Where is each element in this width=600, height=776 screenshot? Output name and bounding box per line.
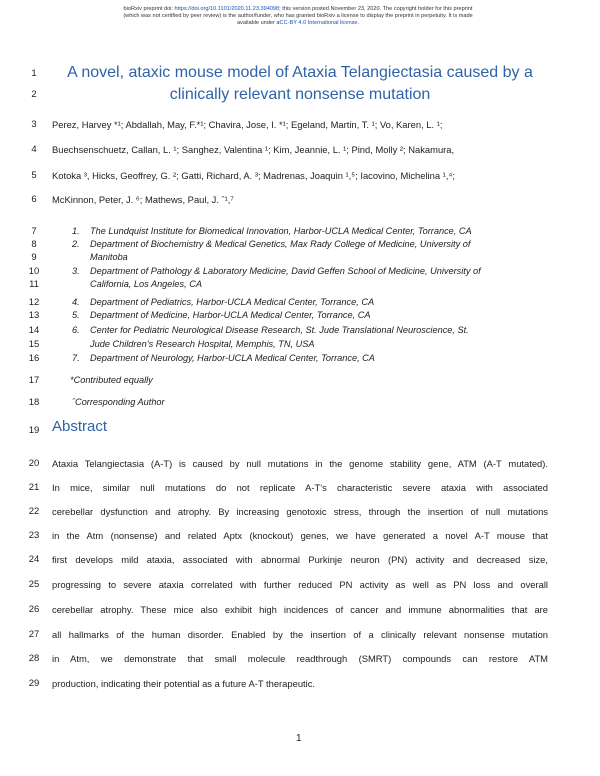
line-number: 19 <box>28 425 40 436</box>
preprint-line1-suffix: ; this version posted November 23, 2020. The copyright holder for this preprint <box>279 6 473 12</box>
line-number: 4 <box>31 144 37 155</box>
preprint-line2: (which was not certified by peer review) is the author/funder, who has granted bioRxiv a license to display the preprint in perpetuity. It is made <box>123 13 473 19</box>
line-number: 5 <box>31 170 37 181</box>
affiliation-number: 5. <box>72 310 80 320</box>
line-number: 10 <box>28 266 40 277</box>
line-number: 15 <box>28 339 40 350</box>
affiliation-text: Department of Medicine, Harbor-UCLA Medical Center, Torrance, CA <box>90 310 371 320</box>
line-number: 9 <box>31 252 37 263</box>
affiliation-number: 4. <box>72 297 80 307</box>
line-number: 17 <box>28 375 40 386</box>
abstract-heading: Abstract <box>52 418 108 435</box>
affiliation-number: 7. <box>72 353 80 363</box>
abstract-line: In mice, similar null mutations do not replicate A-T’s characteristic severe ataxia with associated <box>52 482 548 493</box>
affiliation-number: 1. <box>72 226 80 236</box>
line-number: 18 <box>28 397 40 408</box>
line-number: 26 <box>28 604 40 615</box>
corresponding-note: ˆCorresponding Author <box>72 397 165 407</box>
line-number: 1 <box>31 68 37 79</box>
page-number: 1 <box>296 733 302 744</box>
preprint-line1-prefix: bioRxiv preprint doi: <box>123 6 175 12</box>
line-number: 27 <box>28 629 40 640</box>
line-number: 25 <box>28 579 40 590</box>
contributed-note: *Contributed equally <box>70 375 153 385</box>
abstract-line: Ataxia Telangiectasia (A-T) is caused by null mutations in the genome stability gene, ATM (A-T mutated). <box>52 458 548 469</box>
affiliation-text: Center for Pediatric Neurological Disease Research, St. Jude Translational Neuroscience, St. <box>90 325 469 335</box>
preprint-line3-suffix: . <box>357 20 360 26</box>
line-number: 3 <box>31 119 37 130</box>
line-number: 7 <box>31 226 37 237</box>
line-number: 22 <box>28 506 40 517</box>
line-number: 29 <box>28 678 40 689</box>
preprint-line3-prefix: available under a <box>236 20 280 26</box>
author-line: Buechsenschuetz, Callan, L. ¹; Sanghez, Valentina ¹; Kim, Jeannie, L. ¹; Pind, Molly ²; Nakamura, <box>52 144 455 155</box>
line-number: 16 <box>28 353 40 364</box>
line-number: 6 <box>31 194 37 205</box>
affiliation-number: 6. <box>72 325 80 335</box>
abstract-line: production, indicating their potential as a future A-T therapeutic. <box>52 678 316 689</box>
line-number: 28 <box>28 653 40 664</box>
abstract-line: in the Atm (nonsense) and related Aptx (knockout) genes, we have generated a novel A-T mouse that <box>52 530 548 541</box>
author-line: McKinnon, Peter, J. ⁶; Mathews, Paul, J. ˆ¹,⁷ <box>52 194 234 205</box>
line-number: 14 <box>28 325 40 336</box>
abstract-line: first develops mild ataxia, associated with abnormal Purkinje neuron (PN) activity and decreased size, <box>52 554 548 565</box>
abstract-line: all hallmarks of the human disorder. Enabled by the insertion of a clinically relevant nonsense mutation <box>52 629 548 640</box>
line-number: 12 <box>28 297 40 308</box>
affiliation-text: California, Los Angeles, CA <box>90 279 203 289</box>
affiliation-text: Jude Children’s Research Hospital, Memphis, TN, USA <box>90 339 315 349</box>
abstract-line: cerebellar atrophy. These mice also exhibit high incidences of cancer and immune abnormalities that are <box>52 604 548 615</box>
affiliation-text: Department of Pediatrics, Harbor-UCLA Medical Center, Torrance, CA <box>90 297 375 307</box>
affiliation-number: 2. <box>72 239 80 249</box>
author-line: Kotoka ³, Hicks, Geoffrey, G. ²; Gatti, Richard, A. ³; Madrenas, Joaquin ¹,⁵; Iacovino, Michelina ¹,⁴; <box>52 170 456 181</box>
line-number: 8 <box>31 239 37 250</box>
preprint-notice <box>48 6 548 27</box>
paper-title-line2: clinically relevant nonsense mutation <box>169 86 431 103</box>
affiliation-text: Department of Neurology, Harbor-UCLA Medical Center, Torrance, CA <box>90 353 375 363</box>
affiliation-number: 3. <box>72 266 80 276</box>
line-number: 23 <box>28 530 40 541</box>
line-number: 11 <box>29 279 39 290</box>
abstract-line: in Atm, we demonstrate that small molecule readthrough (SMRT) compounds can restore ATM <box>52 653 548 664</box>
line-number: 13 <box>28 310 40 321</box>
affiliation-text: Department of Biochemistry & Medical Genetics, Max Rady College of Medicine, University of <box>90 239 471 249</box>
line-number: 2 <box>31 89 37 100</box>
line-number: 20 <box>28 458 40 469</box>
license-link[interactable]: CC-BY 4.0 International license <box>279 20 358 26</box>
affiliation-text: Department of Pathology & Laboratory Medicine, David Geffen School of Medicine, University of <box>90 266 481 276</box>
abstract-line: progressing to severe ataxia correlated with further reduced PN activity as well as PN loss and overall <box>52 579 548 590</box>
doi-link[interactable]: https://doi.org/10.1101/2020.11.23.394098 <box>174 6 280 12</box>
line-number: 21 <box>28 482 40 493</box>
paper-title-line1: A novel, ataxic mouse model of Ataxia Telangiectasia caused by a <box>67 64 533 81</box>
affiliation-text: Manitoba <box>90 252 128 262</box>
abstract-line: cerebellar dysfunction and atrophy. By increasing genotoxic stress, through the insertion of null mutations <box>52 506 548 517</box>
affiliation-text: The Lundquist Institute for Biomedical Innovation, Harbor-UCLA Medical Center, Torrance, CA <box>90 226 472 236</box>
author-line: Perez, Harvey *¹; Abdallah, May, F.*¹; Chavira, Jose, I. *¹; Egeland, Martin, T. ¹; Vo, Karen, L. ¹; <box>52 119 443 130</box>
line-number: 24 <box>28 554 40 565</box>
